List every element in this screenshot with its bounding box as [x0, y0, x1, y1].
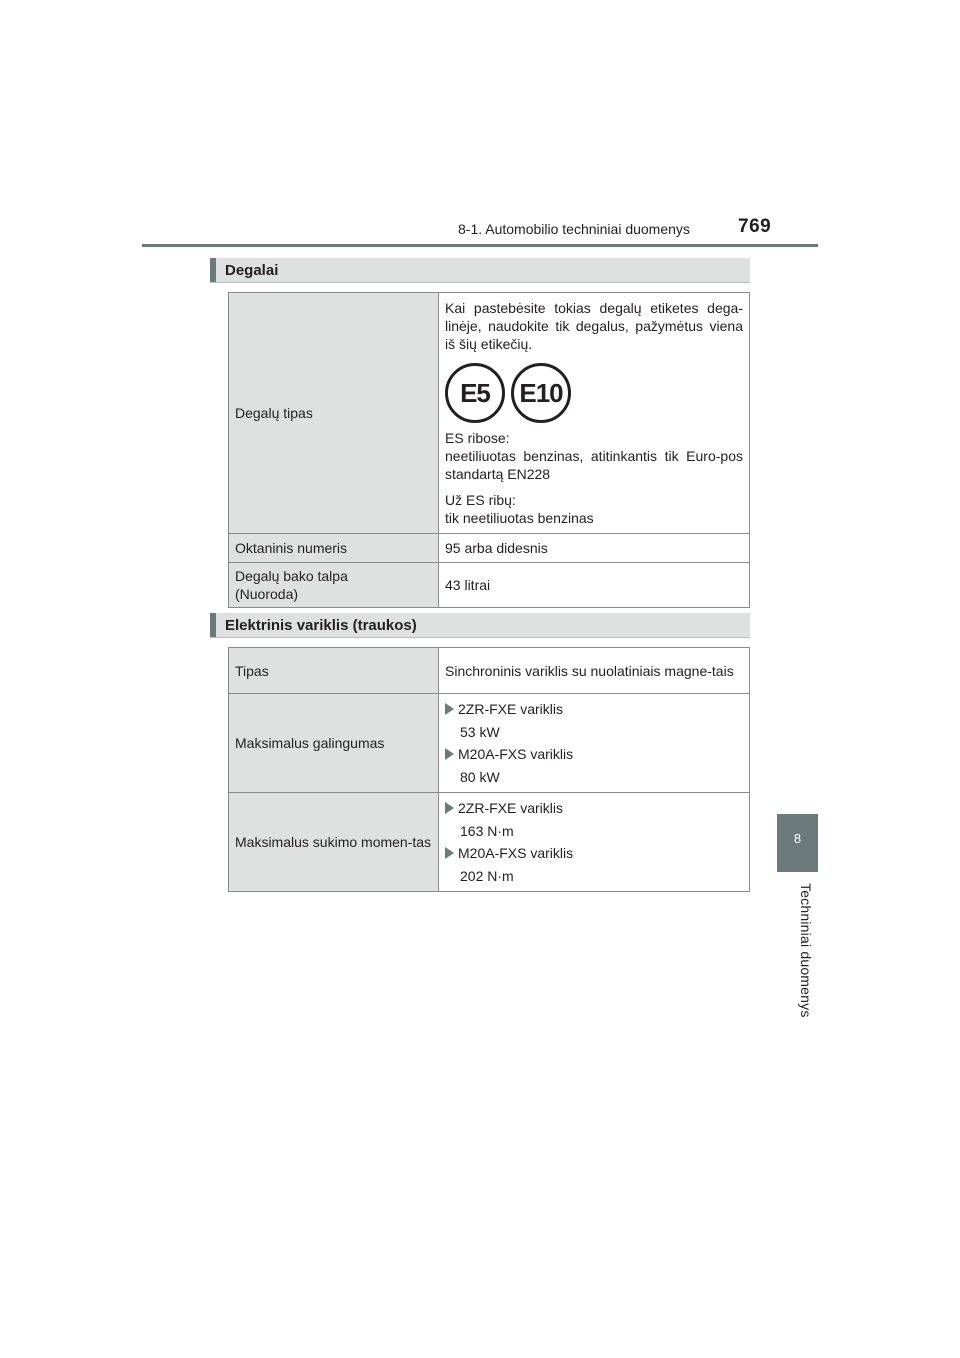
max-torque-label: Maksimalus sukimo momen-tas — [229, 793, 439, 892]
page-number: 769 — [738, 216, 772, 237]
torque-value: 163 N·m — [460, 823, 514, 839]
eu-heading: ES ribose: — [445, 430, 510, 446]
table-row — [229, 648, 750, 694]
power-value: 80 kW — [460, 769, 500, 785]
fuel-type-label: Degalų tipas — [229, 293, 439, 534]
header-rule — [142, 244, 818, 247]
motor-type-value: Sinchroninis variklis su nuolatiniais magne-tais — [439, 648, 750, 694]
octane-value: 95 arba didesnis — [439, 534, 750, 563]
tank-capacity-value: 43 litrai — [439, 563, 750, 608]
tank-capacity-label-line2: (Nuoroda) — [235, 586, 299, 602]
fuel-table — [228, 292, 750, 608]
table-row — [229, 694, 750, 793]
fuel-type-value — [439, 293, 750, 534]
eu-text: neetiliuotas benzinas, atitinkantis tik Euro-pos standartą EN228 — [445, 448, 743, 482]
fuel-labels — [445, 363, 743, 423]
engine-name: 2ZR-FXE variklis — [458, 701, 564, 717]
fuel-section-title: Degalai — [225, 262, 279, 279]
max-power-label: Maksimalus galingumas — [229, 694, 439, 793]
table-row — [229, 293, 750, 534]
list-item — [445, 745, 743, 763]
torque-value: 202 N·m — [460, 868, 514, 884]
engine-name: 2ZR-FXE variklis — [458, 800, 564, 816]
chapter-tab — [777, 814, 818, 872]
list-item — [445, 799, 743, 817]
chapter-tab-number: 8 — [793, 831, 802, 846]
motor-type-label: Tipas — [229, 648, 439, 694]
table-row — [229, 534, 750, 563]
fuel-type-intro: Kai pastebėsite tokias degalų etiketes dega-linėje, naudokite tik degalus, pažymėtus viena iš šių etikečių. — [445, 300, 743, 352]
bullet-triangle-icon — [445, 802, 454, 814]
bullet-triangle-icon — [445, 748, 454, 760]
list-item — [445, 700, 743, 718]
table-row — [229, 563, 750, 608]
motor-section-header — [210, 613, 750, 638]
tank-capacity-label-line1: Degalų bako talpa — [235, 568, 348, 584]
non-eu-text: tik neetiliuotas benzinas — [445, 510, 594, 526]
chapter-tab-label: Techniniai duomenys — [798, 883, 814, 1018]
e5-label-icon: E5 — [445, 363, 505, 423]
motor-table — [228, 647, 750, 892]
max-torque-value — [439, 793, 750, 892]
bullet-triangle-icon — [445, 847, 454, 859]
list-item — [445, 844, 743, 862]
engine-name: M20A-FXS variklis — [458, 845, 574, 861]
tank-capacity-label — [229, 563, 439, 608]
motor-section-title: Elektrinis variklis (traukos) — [225, 617, 417, 634]
power-value: 53 kW — [460, 724, 500, 740]
e10-label-icon: E10 — [511, 363, 571, 423]
engine-name: M20A-FXS variklis — [458, 746, 574, 762]
octane-label: Oktaninis numeris — [229, 534, 439, 563]
max-power-value — [439, 694, 750, 793]
bullet-triangle-icon — [445, 703, 454, 715]
table-row — [229, 793, 750, 892]
non-eu-heading: Už ES ribų: — [445, 492, 516, 508]
fuel-section-header — [210, 258, 750, 283]
chapter-title: 8-1. Automobilio techniniai duomenys — [458, 221, 690, 237]
